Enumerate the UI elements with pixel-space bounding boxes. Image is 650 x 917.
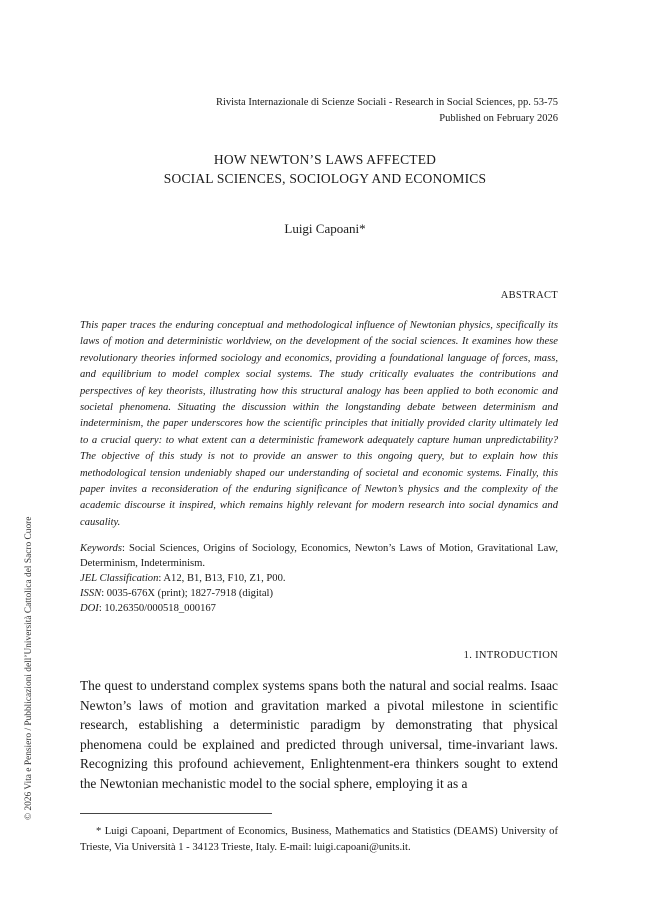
publication-date: Published on February 2026 (439, 113, 558, 124)
section-heading-introduction: 1. INTRODUCTION (463, 650, 558, 661)
abstract-text: This paper traces the enduring conceptual and methodological influence of Newtonian physics, specifically its laws of motion and deterministic worldview, on the development of the social sciences. It examines how these revolutionary theories informed sociology and economics, providing a foundational language of forces, mass, and equilibrium to model complex social systems. The study critically evaluates the contributions and perspectives of key theorists, illustrating how this structural analogy has been applied to both economic and societal phenomena. Situating the discussion within the longstanding debate between determinism and indeterminism, the paper underscores how the scientific principles that initially provided clarity ultimately led to a crucial query: to what extent can a deterministic framework adequately capture human unpredictability? The objective of this study is not to provide an answer to this ongoing query, but to explain how this methodological tension undeniably shaped our understanding of societal and economic systems. Finally, this paper invites a reconsideration of the enduring significance of Newton’s physics and the complexity of the academic discourse it inspired, which remains highly relevant for modern research into social dynamics and causality. (80, 320, 558, 528)
doi-value: : 10.26350/000518_000167 (98, 603, 216, 614)
paper-title-line-2: SOCIAL SCIENCES, SOCIOLOGY AND ECONOMICS (163, 171, 487, 186)
doi (80, 601, 558, 616)
jel-label: JEL Classification (80, 573, 159, 584)
jel-classification (80, 571, 558, 586)
issn-label: ISSN (80, 588, 102, 599)
introduction-text: The quest to understand complex systems spans both the natural and social realms. Isaac Newton’s laws of motion and gravitation marked a pivotal milestone in scientific research, establishing a deterministic paradigm by demonstrating that physical phenomena could be explained and predicted through universal, time-invariant laws. Recognizing this profound achievement, Enlightenment-era thinkers sought to extend the Newtonian mechanistic model to the social sphere, employing it as a (80, 678, 558, 791)
doi-label: DOI (80, 603, 99, 614)
paper-title-line-1: HOW NEWTON’S LAWS AFFECTED (213, 152, 437, 167)
keywords-value: : Social Sciences, Origins of Sociology, Economics, Newton’s Laws of Motion, Gravitational Law, Determinism, Indeterminism. (80, 543, 558, 569)
author-footnote: * Luigi Capoani, Department of Economics, Business, Mathematics and Statistics (DEAMS) University of Trieste, Via Università 1 - 34123 Trieste, Italy. E-mail: luigi.capoani@units.it. (80, 826, 558, 853)
abstract-heading: ABSTRACT (500, 290, 558, 301)
issn (80, 586, 558, 601)
author-name: Luigi Capoani* (284, 221, 366, 236)
keywords-label: Keywords (80, 543, 122, 554)
footnote-divider (80, 813, 272, 814)
journal-header: Rivista Internazionale di Scienze Sociali - Research in Social Sciences, pp. 53-75 (215, 97, 558, 108)
issn-value: : 0035-676X (print); 1827-7918 (digital) (101, 588, 274, 599)
keywords (80, 541, 558, 571)
jel-value: : A12, B1, B13, F10, Z1, P00. (158, 573, 286, 584)
copyright-side-note: © 2026 Vita e Pensiero / Pubblicazioni dell’Università Cattolica del Sacro Cuore (24, 516, 34, 820)
